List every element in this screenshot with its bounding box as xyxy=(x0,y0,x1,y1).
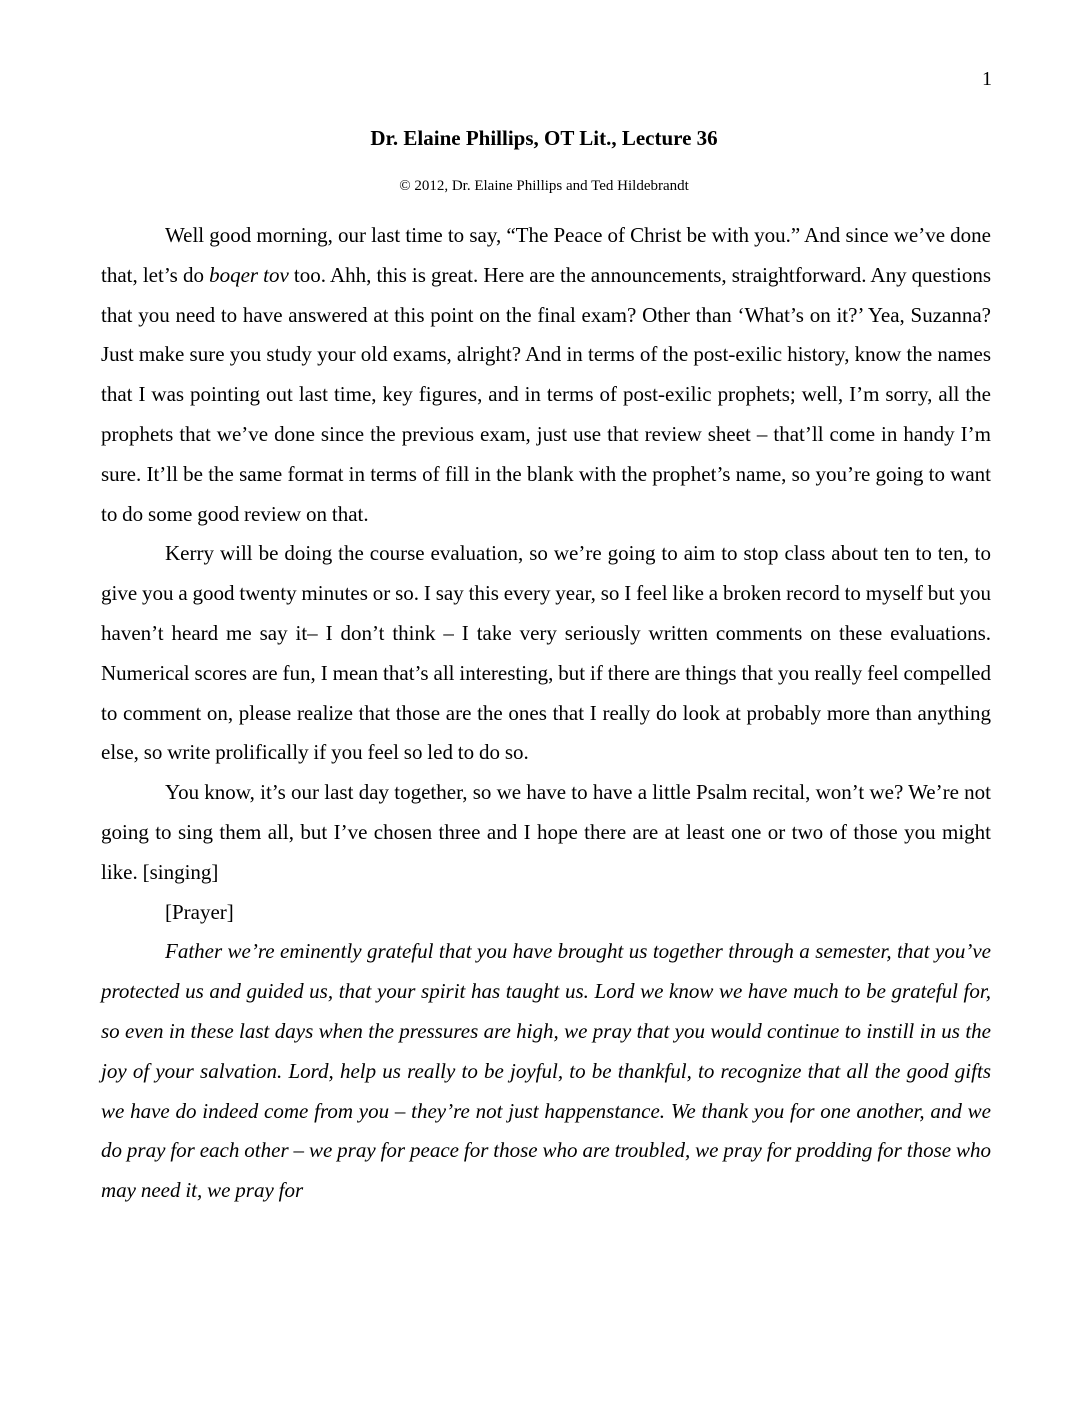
paragraph-announcements xyxy=(101,216,991,534)
document-title: Dr. Elaine Phillips, OT Lit., Lecture 36 xyxy=(370,126,718,150)
prayer-label: [Prayer] xyxy=(165,899,234,924)
hebrew-phrase: boqer tov xyxy=(209,262,289,287)
lecture-body xyxy=(101,216,991,1211)
paragraph-psalm-recital: You know, it’s our last day together, so we have to have a little Psalm recital, won’t we? We’re not going to sing them all, but I’ve chosen three and I hope there are at least one or two of those you might like. [singing] xyxy=(101,780,991,884)
copyright-line: © 2012, Dr. Elaine Phillips and Ted Hildebrandt xyxy=(399,178,689,194)
paragraph-evaluation: Kerry will be doing the course evaluation, so we’re going to aim to stop class about ten to ten, to give you a good twenty minutes or so. I say this every year, so I feel like a broken record to myself but you haven’t heard me say it– I don’t think – I take very seriously written comments on these evaluations. Numerical scores are fun, I mean that’s all interesting, but if there are things that you really feel compelled to comment on, please realize that those are the ones that I really do look at probably more than anything else, so write prolifically if you feel so led to do so. xyxy=(101,541,991,765)
paragraph-announcements-part-2: too. Ahh, this is great. Here are the announcements, straightforward. Any questions that you need to have answered at this point on the final exam? Other than ‘What’s on it?’ Yea, Suzanna? Just make sure you study your old exams, alright? And in terms of the post-exilic history, know the names that I was pointing out last time, key figures, and in terms of post-exilic prophets; well, I’m sorry, all the prophets that we’ve done since the previous exam, just use that review sheet – that’ll come in handy I’m sure. It’ll be the same format in terms of fill in the blank with the prophet’s name, so you’re going to want to do some good review on that. xyxy=(101,262,992,526)
prayer-text: Father we’re eminently grateful that you have brought us together through a semester, that you’ve protected us and guided us, that your spirit has taught us. Lord we know we have much to be grateful for, so even in these last days when the pressures are high, we pray that you would continue to instill in us the joy of your salvation. Lord, help us really to be joyful, to be thankful, to recognize that all the good gifts we have do indeed come from you – they’re not just happenstance. We thank you for one another, and we do pray for each other – we pray for peace for those who are troubled, we pray for prodding for those who may need it, we pray for xyxy=(101,939,991,1203)
paragraph-announcements-part-1: Well good morning, our last time to say, “The Peace of Christ be with you.” And since we’ve done that, let’s do xyxy=(101,223,991,287)
page-number: 1 xyxy=(982,68,992,90)
